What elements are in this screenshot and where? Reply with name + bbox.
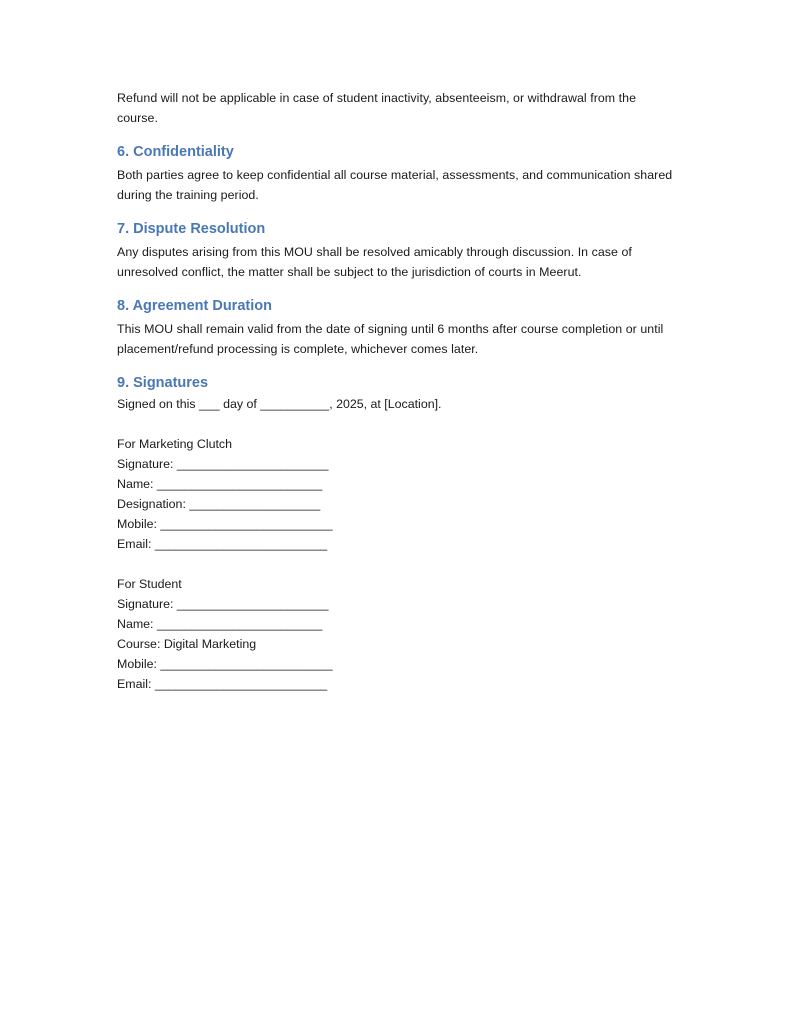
company-signature-field: Signature: ______________________ — [117, 457, 329, 471]
student-signature-block — [117, 574, 677, 694]
section-heading-confidentiality: 6. Confidentiality — [117, 144, 234, 160]
student-mobile-field: Mobile: _________________________ — [117, 657, 333, 671]
refund-paragraph: Refund will not be applicable in case of student inactivity, absenteeism, or withdrawal from the course. — [117, 91, 637, 125]
student-email-field: Email: _________________________ — [117, 677, 328, 691]
document-page — [117, 88, 677, 694]
company-name-field: Name: ________________________ — [117, 477, 323, 491]
section-heading-dispute-resolution: 7. Dispute Resolution — [117, 221, 266, 237]
company-signature-block — [117, 434, 677, 554]
student-name-field: Name: ________________________ — [117, 617, 323, 631]
student-signature-field: Signature: ______________________ — [117, 597, 329, 611]
dispute-resolution-paragraph: Any disputes arising from this MOU shall be resolved amicably through discussion. In case of unresolved conflict, the matter shall be subject to the jurisdiction of courts in Meerut. — [117, 245, 632, 279]
student-block-title: For Student — [117, 577, 182, 591]
student-course-field: Course: Digital Marketing — [117, 637, 257, 651]
agreement-duration-paragraph: This MOU shall remain valid from the date of signing until 6 months after course completion or until placement/refund processing is complete, whichever comes later. — [117, 322, 664, 356]
company-designation-field: Designation: ___________________ — [117, 497, 321, 511]
section-heading-agreement-duration: 8. Agreement Duration — [117, 298, 272, 314]
company-mobile-field: Mobile: _________________________ — [117, 517, 333, 531]
section-heading-signatures: 9. Signatures — [117, 375, 209, 391]
company-block-title: For Marketing Clutch — [117, 437, 232, 451]
confidentiality-paragraph: Both parties agree to keep confidential all course material, assessments, and communication shared during the training period. — [117, 168, 673, 202]
signed-on-line: Signed on this ___ day of __________, 2025, at [Location]. — [117, 397, 442, 411]
company-email-field: Email: _________________________ — [117, 537, 328, 551]
